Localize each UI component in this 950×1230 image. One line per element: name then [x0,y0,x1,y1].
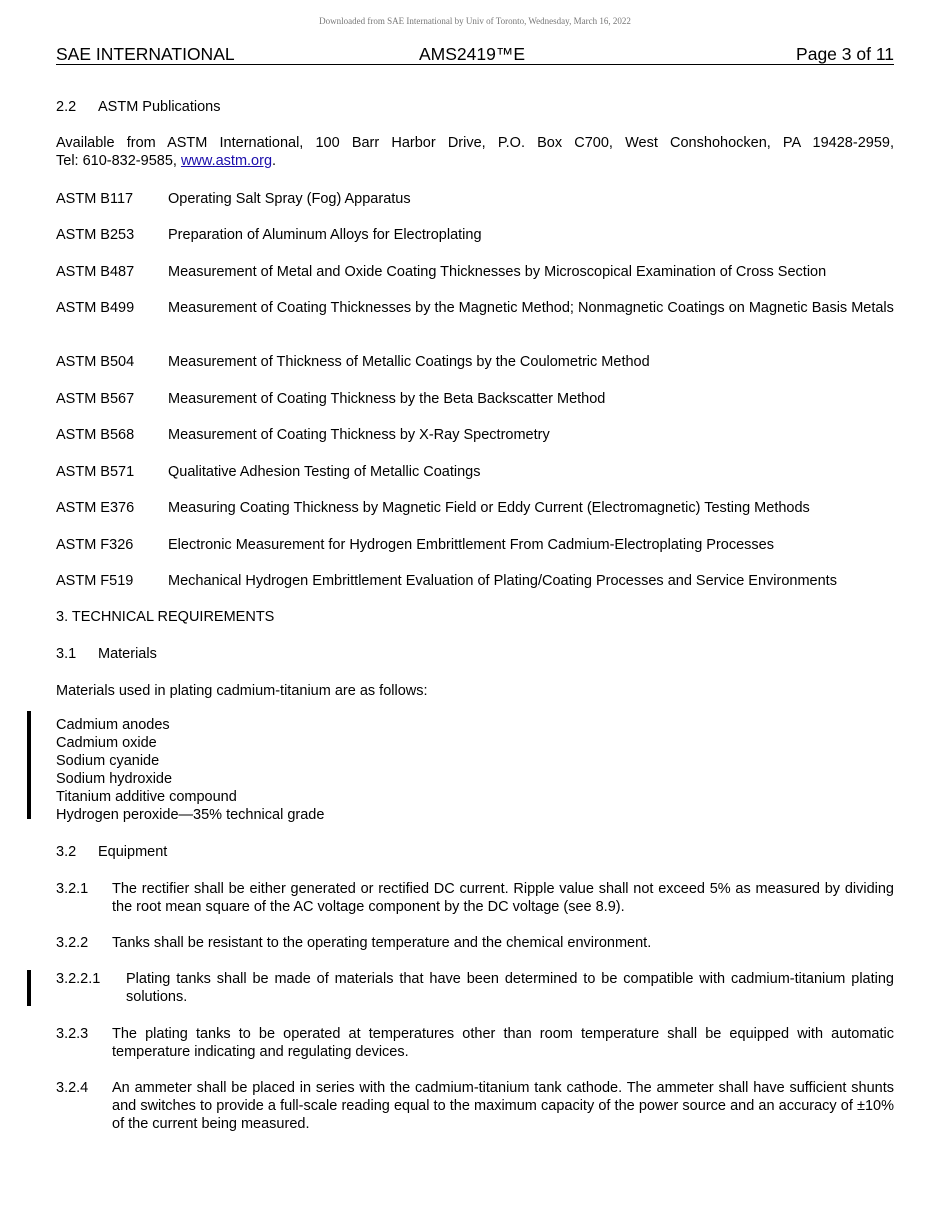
ref-code: ASTM B571 [56,464,135,480]
ref-code: ASTM B253 [56,227,135,243]
ref-title: Measurement of Thickness of Metallic Coatings by the Coulometric Method [168,354,650,370]
ref-title: Measurement of Coating Thickness by the Beta Backscatter Method [168,391,606,407]
list-item: Sodium cyanide [56,753,160,769]
astm-tel: Tel: 610-832-9585, [56,153,181,169]
ref-code: ASTM B487 [56,264,135,280]
section-number-3-1: 3.1 [56,646,77,662]
ref-title: Operating Salt Spray (Fog) Apparatus [168,191,411,207]
ref-title: Electronic Measurement for Hydrogen Embrittlement From Cadmium-Electroplating Processes [168,537,774,553]
materials-list [56,716,324,824]
header-org: SAE INTERNATIONAL [56,44,235,64]
ref-title: Measurement of Coating Thickness by X-Ray Spectrometry [168,427,550,443]
astm-link-suffix: . [272,153,277,169]
ref-code: ASTM E376 [56,500,135,516]
section-number-3-2: 3.2 [56,844,77,860]
clause-number: 3.2.4 [56,1080,89,1096]
ref-title: Preparation of Aluminum Alloys for Electroplating [168,227,482,243]
ref-code: ASTM B499 [56,300,135,316]
list-item: Sodium hydroxide [56,771,173,787]
list-item: Cadmium oxide [56,735,157,751]
clause-number: 3.2.1 [56,881,89,897]
download-note: Downloaded from SAE International by Univ of Toronto, Wednesday, March 16, 2022 [319,16,631,26]
section-title-equipment: Equipment [98,844,168,860]
list-item: Cadmium anodes [56,717,170,733]
ref-code: ASTM B567 [56,391,135,407]
clause-text: The rectifier shall be either generated or rectified DC current. Ripple value shall not exceed 5% as measured by dividing the root mean square of the AC voltage component by the DC voltage (see 8.9). [112,881,894,915]
change-bar [27,711,31,819]
ref-code: ASTM F519 [56,573,134,589]
list-item: Titanium additive compound [56,789,237,805]
section-number-2-2: 2.2 [56,99,77,115]
list-item: Hydrogen peroxide—35% technical grade [56,807,325,823]
section-heading-technical-requirements: 3. TECHNICAL REQUIREMENTS [56,609,275,625]
astm-availability-line2 [56,152,276,170]
ref-title: Measurement of Coating Thicknesses by the Magnetic Method; Nonmagnetic Coatings on Magnetic Basis Metals [168,300,894,316]
clause-text: Tanks shall be resistant to the operating temperature and the chemical environment. [112,935,652,951]
clause-number: 3.2.3 [56,1026,89,1042]
header-page-number: Page 3 of 11 [796,44,894,64]
ref-code: ASTM F326 [56,537,134,553]
clause-text: Plating tanks shall be made of materials that have been determined to be compatible with cadmium-titanium plating solutions. [126,971,894,1005]
ref-code: ASTM B504 [56,354,135,370]
ref-title: Measurement of Metal and Oxide Coating Thicknesses by Microscopical Examination of Cross Section [168,264,827,280]
astm-availability-line1: Available from ASTM International, 100 Barr Harbor Drive, P.O. Box C700, West Conshohocken, PA 19428-2959, [56,135,894,151]
ref-code: ASTM B568 [56,427,135,443]
ref-title: Mechanical Hydrogen Embrittlement Evaluation of Plating/Coating Processes and Service Environments [168,573,837,589]
astm-website-link[interactable]: www.astm.org [180,153,273,169]
ref-title: Measuring Coating Thickness by Magnetic Field or Eddy Current (Electromagnetic) Testing Methods [168,500,810,516]
header-doc-id: AMS2419™E [419,44,526,64]
materials-intro: Materials used in plating cadmium-titanium are as follows: [56,683,428,699]
clause-text: An ammeter shall be placed in series with the cadmium-titanium tank cathode. The ammeter shall have sufficient shunts and switches to provide a full-scale reading equal to the maximum capacity of the power source and an accuracy of ±10% of the current being measured. [112,1080,894,1132]
section-title-materials: Materials [98,646,157,662]
change-bar [27,970,31,1006]
clause-number: 3.2.2 [56,935,89,951]
ref-code: ASTM B117 [56,191,134,207]
clause-text: The plating tanks to be operated at temperatures other than room temperature shall be equipped with automatic temperature indicating and regulating devices. [112,1026,894,1060]
clause-number: 3.2.2.1 [56,971,101,987]
ref-title: Qualitative Adhesion Testing of Metallic Coatings [168,464,481,480]
section-title-astm: ASTM Publications [98,99,221,115]
page-header [56,44,894,65]
